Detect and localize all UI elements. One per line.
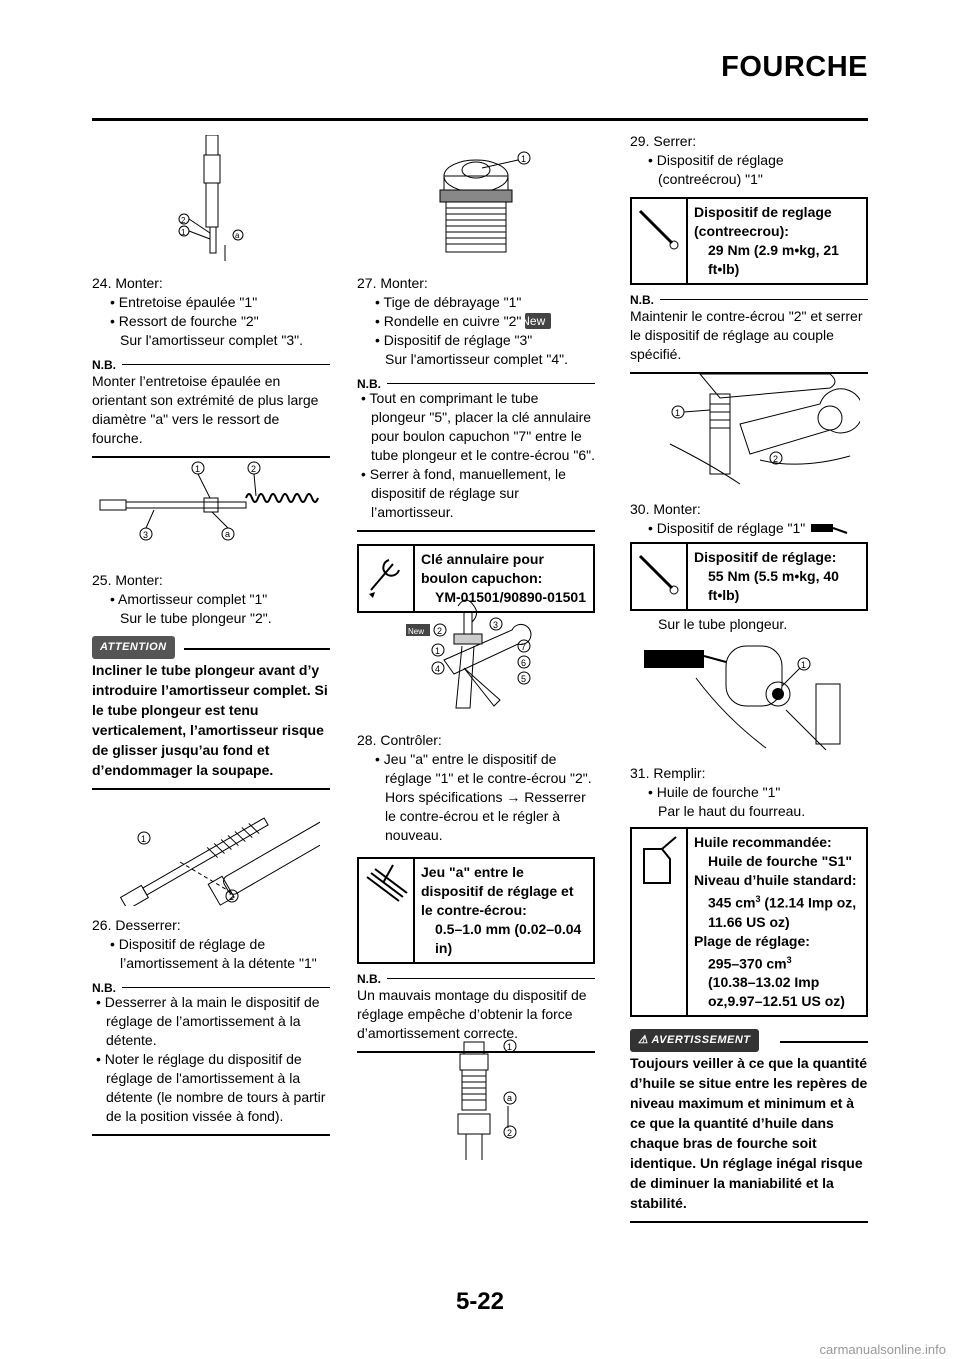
torque-wrench-icon <box>809 521 849 535</box>
step-25-title: 25. Monter: <box>92 572 163 588</box>
callout-6: 6 <box>521 658 527 668</box>
nb-label: N.B. <box>92 979 330 993</box>
damper-spring-illustration <box>96 458 336 548</box>
torque-spec-text-1 <box>688 199 866 283</box>
step-29-title: 29. Serrer: <box>630 133 697 149</box>
step-30-sub: Sur le tube plongeur. <box>658 616 788 632</box>
attention-text: Incliner le tube plongeur avant d’y introduire l’amortisseur complet. Si le tube plongeur est tenu verticalement, l’amortisseur risque de glisser jusqu’au fond et d’endommager la soupape. <box>92 662 328 778</box>
torque-spec-box-1 <box>630 197 868 285</box>
new-callout: New <box>408 627 425 636</box>
nb-bullet-2: • Serrer à fond, manuellement, le dispositif de réglage sur l’amortisseur. <box>361 466 566 520</box>
step-24-bullet-1: • Entretoise épaulée "1" <box>110 294 258 310</box>
header-rule <box>92 118 868 121</box>
callout-3: 3 <box>143 530 149 540</box>
torque-wrench-icon <box>632 544 682 604</box>
step-25-bullet-1: • Amortisseur complet "1" <box>110 591 268 607</box>
oil-spec-box <box>630 827 868 1017</box>
divider <box>92 788 330 790</box>
step-28-sub: Hors spécifications → Resserrer le contre-écrou et le régler à nouveau. <box>385 789 586 843</box>
step-27 <box>357 274 595 613</box>
callout-3: 3 <box>493 620 499 630</box>
tool-spec-line-1: Clé annulaire pour boulon capuchon: <box>421 551 544 586</box>
nb-label: N.B. <box>92 356 330 370</box>
step-24-bullet-2: • Ressort de fourche "2" <box>110 313 259 329</box>
gap-spec-text <box>415 859 593 962</box>
step-24 <box>92 274 330 458</box>
nb-label: N.B. <box>357 375 595 389</box>
oil-spec-l2: Huile de fourche "S1" <box>708 853 852 869</box>
step-28-title: 28. Contrôler: <box>357 732 442 748</box>
step-30 <box>630 500 868 634</box>
damper-tube-illustration <box>110 796 320 906</box>
callout-2: 2 <box>251 464 257 474</box>
attention-header <box>92 636 330 656</box>
nb-bullet-1: • Desserrer à la main le dispositif de réglage de l’amortissement à la détente. <box>96 994 320 1048</box>
step-27-sub: Sur l'amortisseur complet "4". <box>385 351 569 367</box>
divider <box>357 530 595 532</box>
callout-a: a <box>225 529 231 539</box>
step-30-bullet-1: • Dispositif de réglage "1" <box>630 519 868 538</box>
arrow-icon: → <box>506 789 521 805</box>
nb-label: N.B. <box>357 970 595 984</box>
step-27-bullet-2: • Rondelle en cuivre "2" New <box>357 312 595 331</box>
nb-bullet-2: • Noter le réglage du dispositif de réglage de l'amortissement à la détente (le nombre de tours à partir de la position vissée à fond). <box>96 1051 326 1124</box>
callout-a: a <box>235 231 240 240</box>
step-27-bullet-3: • Dispositif de réglage "3" <box>375 332 533 348</box>
callout-5: 5 <box>521 674 527 684</box>
oil-cell <box>632 829 688 1015</box>
oil-spec-l6: 295–370 $cm^3$ (10.38–13.02 Imp oz,9.97–12.51 US oz) <box>708 954 845 1010</box>
warning-text: Toujours veiller à ce que la quantité d’huile se situe entre les repères de niveau maximum et minimum et à ce que la quantité d’huile dans chaque bras de fourche soit identique. Un réglage inégal risque de diminuer la maniabilité et la stabilité. <box>630 1055 868 1212</box>
adjuster-install-illustration <box>636 638 846 758</box>
warning-header <box>630 1029 868 1049</box>
torque-spec-2-line-1: Dispositif de réglage: <box>694 549 837 565</box>
step-28-bullet-1: • Jeu "a" entre le dispositif de réglage "1" et le contre-écrou "2". <box>375 751 592 786</box>
watermark: carmanualsonline.info <box>819 1342 946 1357</box>
nb-bullet-1: • Tout en comprimant le tube plongeur "5", placer la clé annulaire pour boulon capuchon "7" entre le tube plongeur et le contre-écrou "6". <box>361 390 595 463</box>
step-29-bullet-1: • Dispositif de réglage (contreécrou) "1" <box>648 152 784 187</box>
divider <box>630 1221 868 1223</box>
callout-1: 1 <box>801 660 807 670</box>
callout-1: 1 <box>181 228 186 237</box>
torque-spec-2-line-2: 55 Nm (5.5 m•kg, 40 ft•lb) <box>708 568 839 603</box>
page-number: 5-22 <box>455 1288 505 1315</box>
tool-spec-line-2: YM-01501/90890-01501 <box>435 589 587 605</box>
callout-a: a <box>507 1093 513 1103</box>
divider <box>92 1134 330 1136</box>
warning-badge: ⚠ AVERTISSEMENT <box>630 1029 759 1052</box>
oil-spec-l1: Huile recommandée: <box>694 834 832 850</box>
nb-text: Monter l’entretoise épaulée en orientant son extrémité de plus large diamètre "a" vers le ressort de fourche. <box>92 373 319 446</box>
callout-2: 2 <box>773 454 779 464</box>
step-25-sub: Sur le tube plongeur "2". <box>120 610 272 626</box>
step-27-bullet-1: • Tige de débrayage "1" <box>375 294 522 310</box>
spacer-spring-illustration <box>170 135 250 265</box>
warning-icon: ⚠ <box>638 1034 649 1047</box>
wrench-tool-icon <box>359 546 409 606</box>
callout-1: 1 <box>195 464 201 474</box>
oil-spec-l5: Plage de réglage: <box>694 932 810 949</box>
step-27-title: 27. Monter: <box>357 275 428 291</box>
nb-text: Un mauvais montage du dispositif de réglage empêche d’obtenir la force d’amortissement correcte. <box>357 987 587 1041</box>
torque-spec-text-2 <box>688 544 866 609</box>
nb-label: N.B. <box>630 291 868 305</box>
callout-2: 2 <box>181 216 186 225</box>
torque-wrench-icon <box>632 199 682 259</box>
callout-1: 1 <box>141 834 147 844</box>
step-31-bullet-1: • Huile de fourche "1" <box>648 784 781 800</box>
step-24-sub: Sur l'amortisseur complet "3". <box>120 332 304 348</box>
feeler-gauge-icon <box>359 859 409 919</box>
gap-spec-line-1: Jeu "a" entre le dispositif de réglage et le contre-écrou: <box>421 864 574 918</box>
step-31 <box>630 764 868 1223</box>
step-31-title: 31. Remplir: <box>630 765 706 781</box>
nb-text: Maintenir le contre-écrou "2" et serrer le dispositif de réglage au couple spécifié. <box>630 308 863 362</box>
new-tag: New <box>525 313 551 329</box>
attention-badge: ATTENTION <box>92 636 175 659</box>
gap-spec-box <box>357 857 595 964</box>
callout-1: 1 <box>675 408 681 418</box>
gauge-cell <box>359 859 415 962</box>
callout-1: 1 <box>435 646 441 656</box>
page-title: FOURCHE <box>721 51 868 83</box>
oil-spec-l4: 345 $cm^3$ (12.14 Imp oz, 11.66 US oz) <box>708 894 857 930</box>
torque-spec-1-line-1: Dispositif de reglage (contreecrou): <box>694 204 832 239</box>
callout-2: 2 <box>437 626 443 636</box>
oil-can-icon <box>632 829 682 889</box>
wrench-assembly-illustration <box>404 590 544 720</box>
callout-1: 1 <box>507 1042 513 1052</box>
gap-spec-line-2: 0.5–1.0 mm (0.02–0.04 in) <box>435 921 582 956</box>
step-26 <box>92 916 330 1136</box>
callout-2: 2 <box>507 1128 513 1138</box>
step-31-sub: Par le haut du fourreau. <box>658 803 806 819</box>
callout-2: 2 <box>229 892 235 902</box>
step-30-title: 30. Monter: <box>630 501 701 517</box>
step-28 <box>357 731 595 1053</box>
step-25 <box>92 571 330 790</box>
torque-cell <box>632 544 688 609</box>
step-29 <box>630 132 868 374</box>
torque-spec-box-2 <box>630 542 868 611</box>
adjuster-cap-illustration <box>420 136 540 271</box>
oil-spec-text <box>688 829 866 1015</box>
torque-spec-1-line-2: 29 Nm (2.9 m•kg, 21 ft•lb) <box>708 242 839 277</box>
step-24-title: 24. Monter: <box>92 275 163 291</box>
step-26-bullet-1: • Dispositif de réglage de l’amortissement à la détente "1" <box>110 936 317 971</box>
torque-cell <box>632 199 688 283</box>
callout-7: 7 <box>521 642 527 652</box>
callout-4: 4 <box>435 664 441 674</box>
tightening-illustration <box>660 364 860 494</box>
step-26-title: 26. Desserrer: <box>92 917 181 933</box>
gap-check-illustration <box>440 1036 530 1164</box>
oil-spec-l3: Niveau d’huile standard: <box>694 872 857 888</box>
callout-1: 1 <box>521 154 527 164</box>
